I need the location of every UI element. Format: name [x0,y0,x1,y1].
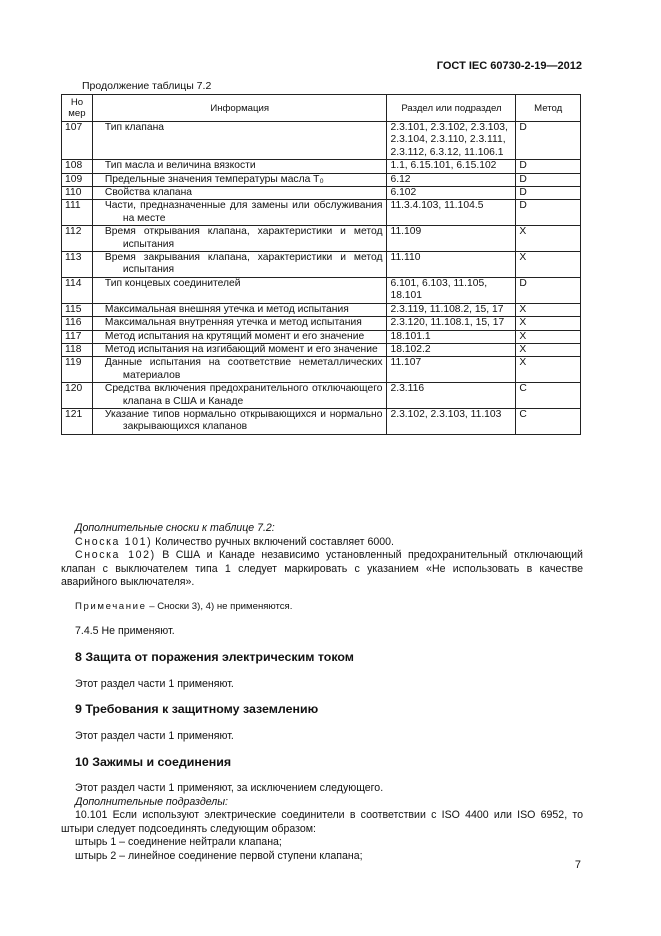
section-10-body [61,782,583,863]
note-text: – Сноски 3), 4) не применяются. [149,601,293,612]
row-info: Свойства клапана [92,187,387,200]
row-number: 112 [62,226,93,252]
paragraph-7-4-5: 7.4.5 Не применяют. [75,625,175,637]
row-number: 115 [62,303,93,316]
row-number: 109 [62,173,93,186]
row-number: 114 [62,277,93,303]
row-number: 108 [62,160,93,173]
row-method: D [516,122,581,160]
col-method: Метод [516,95,581,122]
row-section: 18.101.1 [387,330,516,343]
row-info: Тип клапана [92,122,387,160]
row-method: X [516,252,581,278]
row-number: 117 [62,330,93,343]
row-section: 11.107 [387,357,516,383]
heading-section-10: 10 Зажимы и соединения [75,755,232,769]
table-row [62,330,581,343]
col-number: Но мер [62,95,93,122]
table-row [62,383,581,409]
heading-section-9: 9 Требования к защитному заземлению [75,702,319,716]
document-header: ГОСТ IEC 60730-2-19—2012 [436,60,582,72]
row-method: C [516,383,581,409]
paragraph-section-10: Этот раздел части 1 применяют, за исключением следующего. [75,782,384,794]
row-method: X [516,226,581,252]
row-section: 11.3.4.103, 11.104.5 [387,200,516,226]
row-section: 2.3.120, 11.108.1, 15, 17 [387,317,516,330]
row-number: 120 [62,383,93,409]
footnote-101-label: Сноска 101) [75,535,153,548]
row-method: X [516,317,581,330]
row-info: Данные испытания на соответствие неметаллических материалов [92,357,387,383]
row-info: Время закрывания клапана, характеристики и метод испытания [92,252,387,278]
note [61,600,583,614]
footnote-102 [61,549,583,590]
table-row [62,343,581,356]
table-row [62,252,581,278]
row-number: 118 [62,343,93,356]
row-section: 2.3.102, 2.3.103, 11.103 [387,408,516,434]
table-row [62,122,581,160]
row-section: 6.102 [387,187,516,200]
table-row [62,277,581,303]
row-info: Предельные значения температуры масла T₀ [92,173,387,186]
table-row [62,408,581,434]
row-section: 2.3.116 [387,383,516,409]
heading-section-8: 8 Защита от поражения электрическим током [75,650,354,664]
additional-subsections: Дополнительные подразделы: [75,795,228,808]
row-section: 11.110 [387,252,516,278]
row-method: D [516,160,581,173]
row-section: 2.3.101, 2.3.102, 2.3.103, 2.3.104, 2.3.110, 2.3.111, 2.3.112, 6.3.12, 11.106.1 [387,122,516,160]
row-method: X [516,357,581,383]
table-row [62,317,581,330]
row-method: X [516,330,581,343]
info-table [61,94,581,435]
paragraph-10-101: 10.101 Если используют электрические соединители в соответствии с ISO 4400 или ISO 6952, то штыри следует подсоединять следующим образом: [61,809,583,835]
table-row [62,160,581,173]
row-section: 18.102.2 [387,343,516,356]
row-info: Части, предназначенные для замены или обслуживания на месте [92,200,387,226]
pin-1: штырь 1 – соединение нейтрали клапана; [75,836,282,848]
footnote-101-text: Количество ручных включений составляет 6000. [155,535,394,548]
table-row [62,303,581,316]
table-row [62,173,581,186]
table-row [62,226,581,252]
row-method: X [516,343,581,356]
footnote-101 [61,536,583,550]
row-section: 6.12 [387,173,516,186]
row-info: Тип концевых соединителей [92,277,387,303]
row-method: X [516,303,581,316]
table-caption: Продолжение таблицы 7.2 [82,80,212,92]
row-method: D [516,173,581,186]
footnotes-block [61,522,583,590]
row-info: Средства включения предохранительного отключающего клапана в США и Канаде [92,383,387,409]
row-info: Метод испытания на изгибающий момент и его значение [92,343,387,356]
table-row [62,187,581,200]
row-info: Метод испытания на крутящий момент и его значение [92,330,387,343]
row-method: C [516,408,581,434]
row-number: 121 [62,408,93,434]
page-number: 7 [574,859,581,871]
col-info: Информация [92,95,387,122]
table-header-row [62,95,581,122]
row-number: 113 [62,252,93,278]
row-info: Максимальная внутренняя утечка и метод испытания [92,317,387,330]
row-section: 6.101, 6.103, 11.105, 18.101 [387,277,516,303]
row-method: D [516,200,581,226]
note-label: Примечание [75,601,147,612]
row-info: Тип масла и величина вязкости [92,160,387,173]
row-number: 107 [62,122,93,160]
row-info: Время открывания клапана, характеристики и метод испытания [92,226,387,252]
row-number: 110 [62,187,93,200]
footnote-102-label: Сноска 102) [75,549,156,561]
table-body [62,122,581,435]
row-section: 2.3.119, 11.108.2, 15, 17 [387,303,516,316]
paragraph-section-8: Этот раздел части 1 применяют. [75,678,234,690]
col-section: Раздел или подраздел [387,95,516,122]
row-method: D [516,187,581,200]
footnote-102-text: В США и Канаде независимо установленный предохранительный отключающий клапан с выключателем типа 1 следует маркировать с указанием «Не использовать в качестве аварийного выключателя». [61,549,583,588]
row-method: D [516,277,581,303]
paragraph-section-9: Этот раздел части 1 применяют. [75,730,234,742]
row-number: 111 [62,200,93,226]
row-section: 11.109 [387,226,516,252]
row-section: 1.1, 6.15.101, 6.15.102 [387,160,516,173]
row-info: Указание типов нормально открывающихся и нормально закрывающихся клапанов [92,408,387,434]
row-number: 116 [62,317,93,330]
pin-2: штырь 2 – линейное соединение первой ступени клапана; [75,849,363,862]
footnotes-title: Дополнительные сноски к таблице 7.2: [75,522,275,534]
table-row [62,200,581,226]
row-info: Максимальная внешняя утечка и метод испытания [92,303,387,316]
table-row [62,357,581,383]
row-number: 119 [62,357,93,383]
